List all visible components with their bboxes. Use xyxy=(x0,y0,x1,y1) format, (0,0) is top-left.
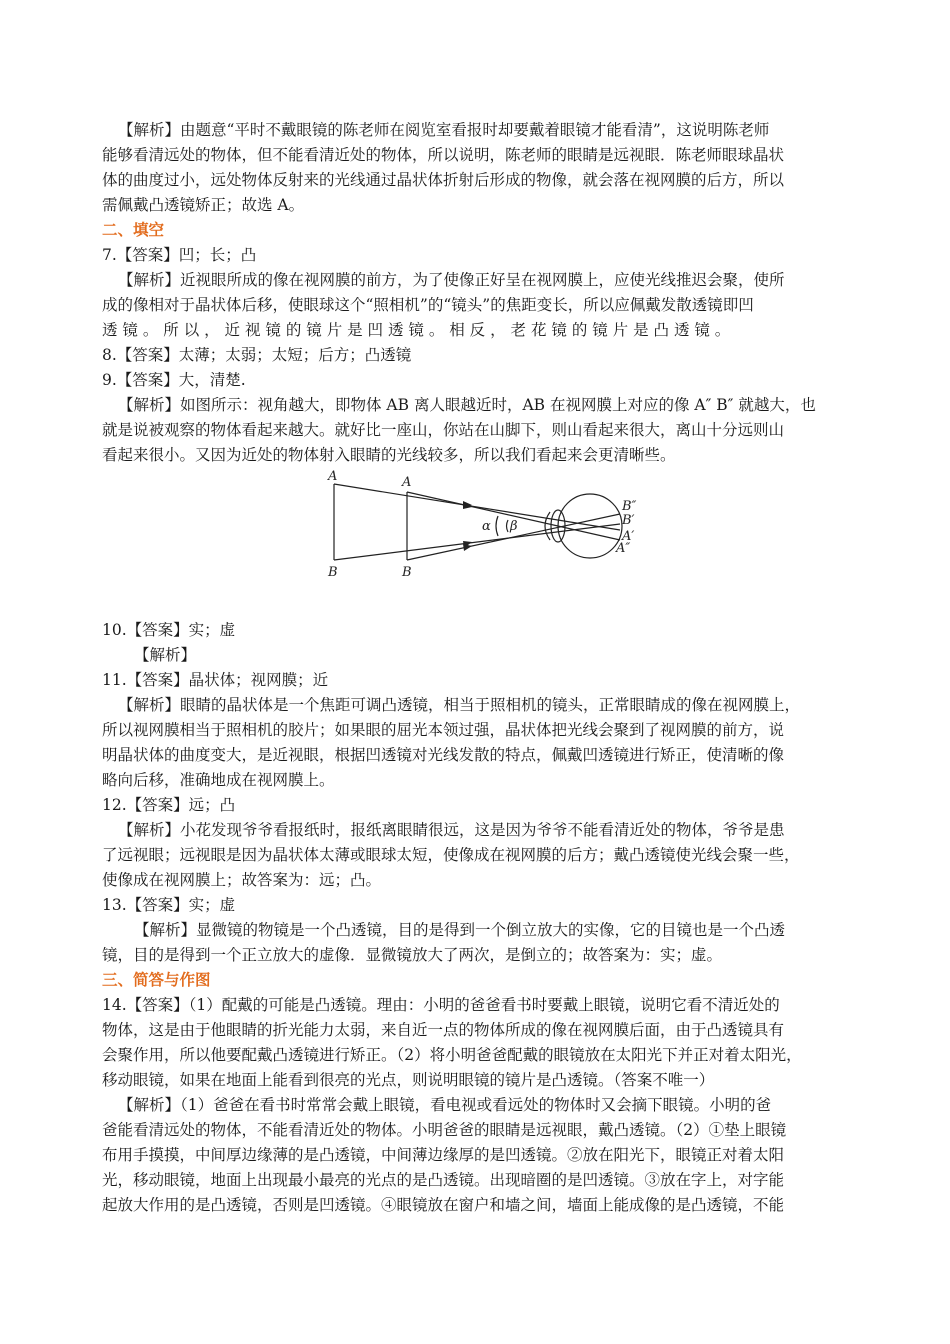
q11-analysis-line-3: 明晶状体的曲度变大，是近视眼，根据凹透镜对光线发散的特点，佩戴凹透镜进行矫正，使清晰的像 xyxy=(102,746,785,764)
ray-far-bottom xyxy=(334,524,620,560)
q6-analysis-line-4: 需佩戴凸透镜矫正；故选 A。 xyxy=(102,196,305,214)
q6-analysis-line-2: 能够看清远处的物体，但不能看清近处的物体，所以说明，陈老师的眼睛是远视眼．陈老师眼球晶状 xyxy=(102,146,785,164)
label-a-prime: A′ xyxy=(622,529,635,544)
q12-analysis-line-1: 【解析】小花发现爷爷看报纸时，报纸离眼睛很远，这是因为爷爷不能看清近处的物体，爷爷是患 xyxy=(118,821,785,839)
q9-analysis-line-3: 看起来很小。又因为近处的物体射入眼睛的光线较多，所以我们看起来会更清晰些。 xyxy=(102,446,676,464)
q7-analysis-line-1: 【解析】近视眼所成的像在视网膜的前方，为了使像正好呈在视网膜上，应使光线推迟会聚，使所 xyxy=(118,271,785,289)
q6-analysis-line-3: 体的曲度过小，远处物体反射来的光线通过晶状体折射后形成的物像，就会落在视网膜的后方，所以 xyxy=(102,171,785,189)
q7-analysis-line-3: 透 镜 。 所 以 ， 近 视 镜 的 镜 片 是 凹 透 镜 。 相 反 ， 老 花 镜 的 镜 片 是 凸 透 镜 。 xyxy=(102,321,731,339)
cornea xyxy=(545,512,550,540)
q14-analysis-line-2: 爸能看清远处的物体，不能看清近处的物体。小明爸爸的眼睛是远视眼，戴凸透镜。（2）①垫上眼镜 xyxy=(102,1121,787,1139)
q10-analysis: 【解析】 xyxy=(134,646,197,664)
eyeball xyxy=(558,494,622,558)
label-b-double-prime: B″ xyxy=(622,499,637,514)
q8-answer: 8.【答案】太薄；太弱；太短；后方；凸透镜 xyxy=(102,346,412,364)
q7-analysis-line-2: 成的像相对于晶状体后移，使眼球这个“照相机”的“镜头”的焦距变长，所以应佩戴发散透镜即凹 xyxy=(102,296,754,314)
q14-analysis-line-1: 【解析】（1）爸爸在看书时常常会戴上眼镜，看电视或看远处的物体时又会摘下眼镜。小明的爸 xyxy=(118,1096,772,1114)
q9-analysis-line-1: 【解析】如图所示：视角越大，即物体 AB 离人眼越近时，AB 在视网膜上对应的像 A″ B″ 就越大，也 xyxy=(118,396,816,414)
q11-analysis-line-2: 所以视网膜相当于照相机的胶片；如果眼的屈光本领过强，晶状体把光线会聚到了视网膜的前方，说 xyxy=(102,721,785,739)
q13-analysis-line-1: 【解析】显微镜的物镜是一个凸透镜，目的是得到一个倒立放大的实像，它的目镜也是一个凸透 xyxy=(134,921,786,939)
q7-answer: 7.【答案】凹；长；凸 xyxy=(102,246,257,264)
label-b-near: B xyxy=(402,565,412,580)
q14-answer-line-1: 14.【答案】（1）配戴的可能是凸透镜。理由：小明的爸爸看书时要戴上眼镜，说明它看不清近处的 xyxy=(102,996,780,1014)
section-heading-fill-blank: 二、填空 xyxy=(102,221,165,239)
visual-angle-diagram xyxy=(322,468,652,584)
q12-analysis-line-2: 了远视眼；远视眼是因为晶状体太薄或眼球太短，使像成在视网膜的后方；戴凸透镜使光线会聚一些， xyxy=(102,846,800,864)
section-heading-short-answer: 三、简答与作图 xyxy=(102,971,211,989)
q10-answer: 10.【答案】实；虚 xyxy=(102,621,236,639)
label-a-double-prime: A″ xyxy=(616,541,631,556)
beta-arc xyxy=(507,520,509,532)
q12-answer: 12.【答案】远；凸 xyxy=(102,796,236,814)
arrow-near-bottom xyxy=(463,544,472,551)
q12-analysis-line-3: 使像成在视网膜上；故答案为：远；凸。 xyxy=(102,871,382,889)
alpha-arc xyxy=(496,516,498,536)
label-a-far: A xyxy=(328,469,338,484)
label-beta: β xyxy=(510,519,518,534)
q13-answer: 13.【答案】实；虚 xyxy=(102,896,236,914)
q9-analysis-line-2: 就是说被观察的物体看起来越大。就好比一座山，你站在山脚下，则山看起来很大，离山十分远则山 xyxy=(102,421,785,439)
label-a-near: A xyxy=(402,475,412,490)
q11-analysis-line-4: 略向后移，准确地成在视网膜上。 xyxy=(102,771,335,789)
q14-analysis-line-5: 起放大作用的是凸透镜，否则是凹透镜。④眼镜放在窗户和墙之间，墙面上能成像的是凸透镜，不能 xyxy=(102,1196,785,1214)
q13-analysis-line-2: 镜，目的是得到一个正立放大的虚像．显微镜放大了两次，是倒立的；故答案为：实；虚。 xyxy=(102,946,723,964)
label-b-far: B xyxy=(328,565,338,580)
q14-answer-line-3: 会聚作用，所以他要配戴凸透镜进行矫正。（2）将小明爸爸配戴的眼镜放在太阳光下并正对着太阳光， xyxy=(102,1046,802,1064)
q14-answer-line-4: 移动眼镜，如果在地面上能看到很亮的光点，则说明眼镜的镜片是凸透镜。（答案不唯一） xyxy=(102,1071,715,1089)
q14-answer-line-2: 物体，这是由于他眼睛的折光能力太弱，来自近一点的物体所成的像在视网膜后面，由于凸透镜具有 xyxy=(102,1021,785,1039)
q14-analysis-line-3: 布用手摸摸，中间厚边缘薄的是凸透镜，中间薄边缘厚的是凹透镜。②放在阳光下，眼镜正对着太阳 xyxy=(102,1146,785,1164)
label-b-prime: B′ xyxy=(622,513,635,528)
q11-answer: 11.【答案】晶状体；视网膜；近 xyxy=(102,671,329,689)
q6-analysis-line-1: 【解析】由题意“平时不戴眼镜的陈老师在阅览室看报时却要戴着眼镜才能看清”，这说明陈老师 xyxy=(118,121,770,139)
q11-analysis-line-1: 【解析】眼睛的晶状体是一个焦距可调凸透镜，相当于照相机的镜头，正常眼睛成的像在视网膜上， xyxy=(118,696,801,714)
q14-analysis-line-4: 光，移动眼镜，地面上出现最小最亮的光点的是凸透镜。出现暗圈的是凹透镜。③放在字上，对字能 xyxy=(102,1171,785,1189)
label-alpha: α xyxy=(482,519,491,534)
q9-answer: 9.【答案】大，清楚. xyxy=(102,371,246,389)
